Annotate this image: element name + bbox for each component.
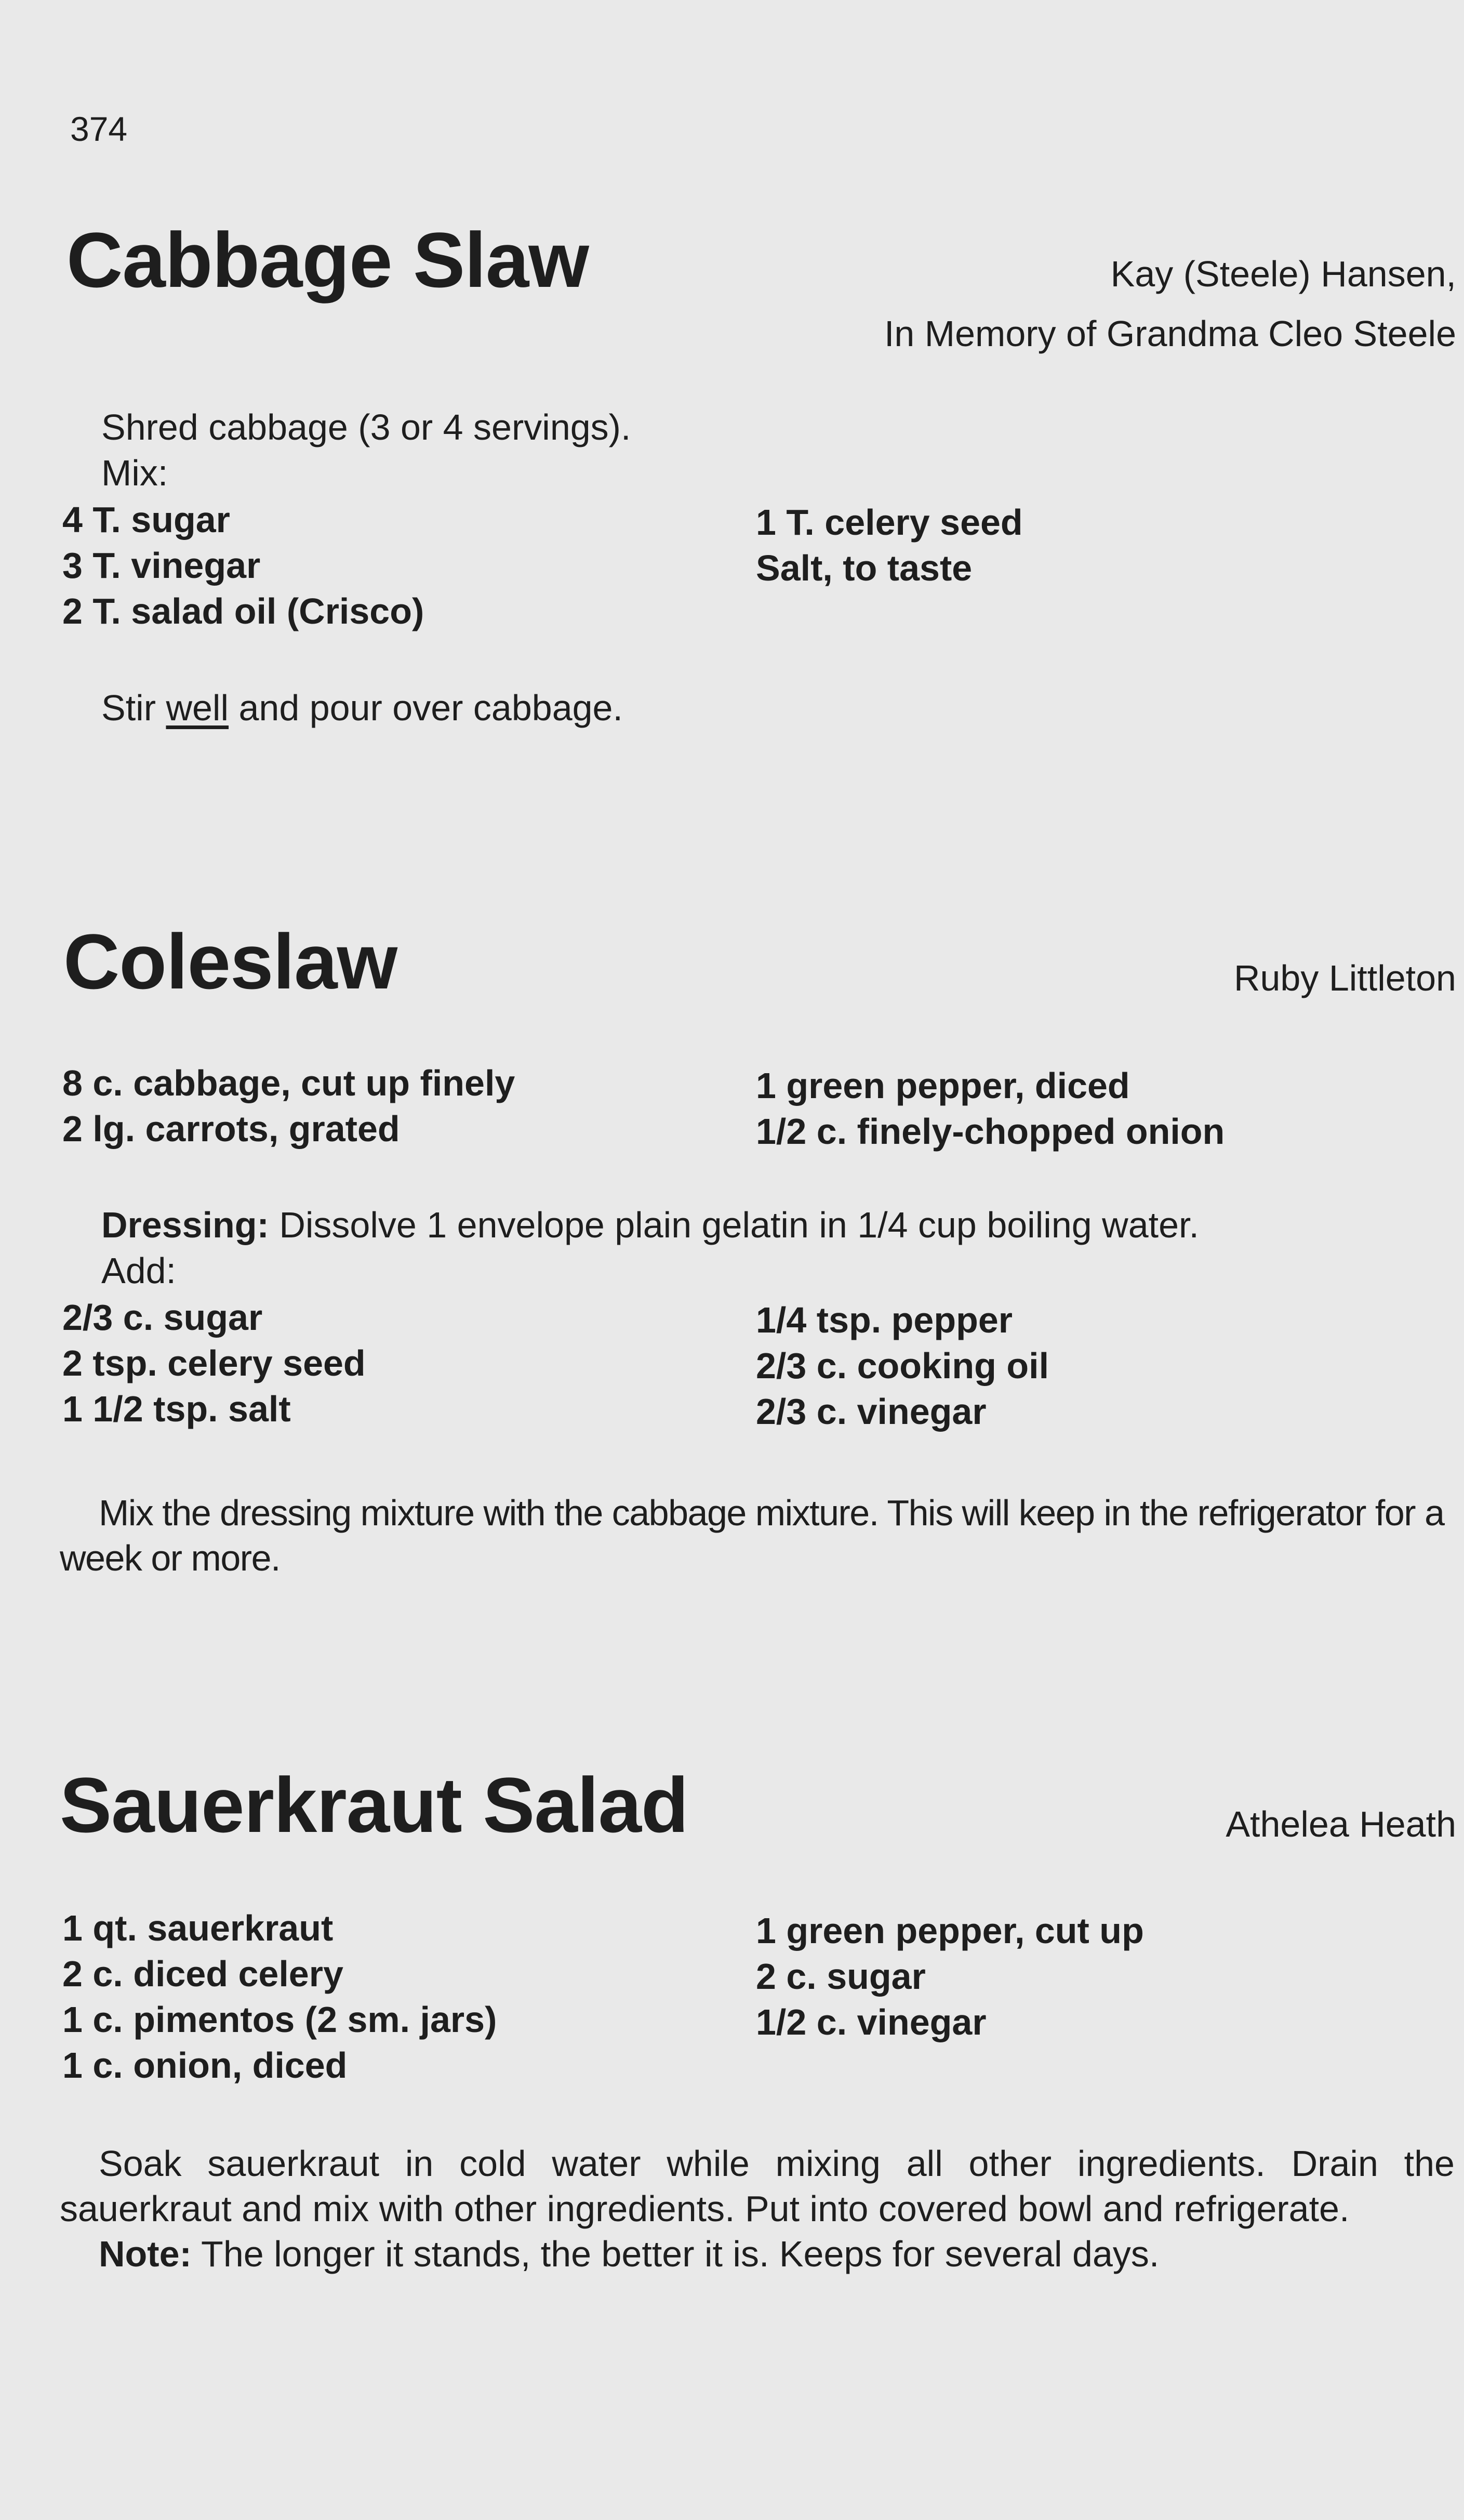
ingredient: 2 T. salad oil (Crisco) [62, 591, 424, 631]
ingredient: 3 T. vinegar [62, 545, 261, 586]
note-label: Note: [99, 2234, 192, 2274]
ingredient: 1 green pepper, diced [756, 1065, 1130, 1106]
ingredient: 4 T. sugar [62, 499, 230, 540]
ingredient: 1 c. pimentos (2 sm. jars) [62, 1999, 497, 2040]
note-text: The longer it stands, the better it is. Keeps for several days. [191, 2234, 1160, 2274]
instruction-line [101, 686, 623, 730]
recipe-credit [1226, 1795, 1456, 1854]
instruction-text: and pour over cabbage. [229, 688, 623, 728]
dressing-line [101, 1203, 1199, 1247]
ingredient: 1/4 tsp. pepper [756, 1300, 1013, 1340]
ingredient: Salt, to taste [756, 548, 973, 588]
ingredient: 1 qt. sauerkraut [62, 1908, 334, 1948]
dressing-label: Dressing: [101, 1205, 269, 1245]
ingredient: 2/3 c. vinegar [756, 1391, 987, 1432]
dressing-text: Dissolve 1 envelope plain gelatin in 1/4 cup boiling water. [269, 1205, 1199, 1245]
ingredient: 2 lg. carrots, grated [62, 1109, 400, 1149]
ingredient: 1 1/2 tsp. salt [62, 1389, 291, 1429]
ingredient: 2 c. diced celery [62, 1954, 343, 1994]
ingredient: 2/3 c. sugar [62, 1297, 263, 1338]
ingredient: 1/2 c. vinegar [756, 2002, 987, 2042]
credit-line: Kay (Steele) Hansen, [1110, 254, 1456, 294]
credit-line: Ruby Littleton [1233, 958, 1456, 998]
note-line [99, 2232, 1159, 2276]
ingredient: 8 c. cabbage, cut up finely [62, 1063, 515, 1103]
credit-line: In Memory of Grandma Cleo Steele [884, 313, 1456, 354]
page-number: 374 [70, 110, 128, 148]
recipe-title: Sauerkraut Salad [60, 1761, 688, 1849]
recipe-credit [1234, 948, 1456, 1008]
recipe-credit [884, 244, 1456, 364]
instruction-line: Add: [101, 1250, 176, 1291]
ingredient: 1/2 c. finely-chopped onion [756, 1111, 1225, 1152]
ingredient: 2 tsp. celery seed [62, 1343, 366, 1383]
ingredient: 1 green pepper, cut up [756, 1910, 1144, 1951]
instruction-text: Stir [101, 688, 166, 728]
recipe-title: Coleslaw [63, 918, 397, 1005]
instruction-line: Mix: [101, 453, 168, 493]
credit-line: Athelea Heath [1226, 1804, 1456, 1844]
instruction-line: Shred cabbage (3 or 4 servings). [101, 407, 631, 447]
ingredient: 1 c. onion, diced [62, 2045, 348, 2086]
instruction-paragraph: Mix the dressing mixture with the cabbage mixture. This will keep in the refrigerator for a week or more. [60, 1493, 1444, 1578]
instruction-emphasis: well [166, 688, 229, 728]
recipe-title: Cabbage Slaw [66, 216, 589, 304]
ingredient: 1 T. celery seed [756, 502, 1023, 543]
instruction-paragraph: Soak sauerkraut in cold water while mixing all other ingredients. Drain the sauerkraut and mix with other ingredients. Put into covered bowl and refrigerate. [60, 2143, 1455, 2229]
ingredient: 2/3 c. cooking oil [756, 1345, 1049, 1386]
ingredient: 2 c. sugar [756, 1956, 926, 1997]
